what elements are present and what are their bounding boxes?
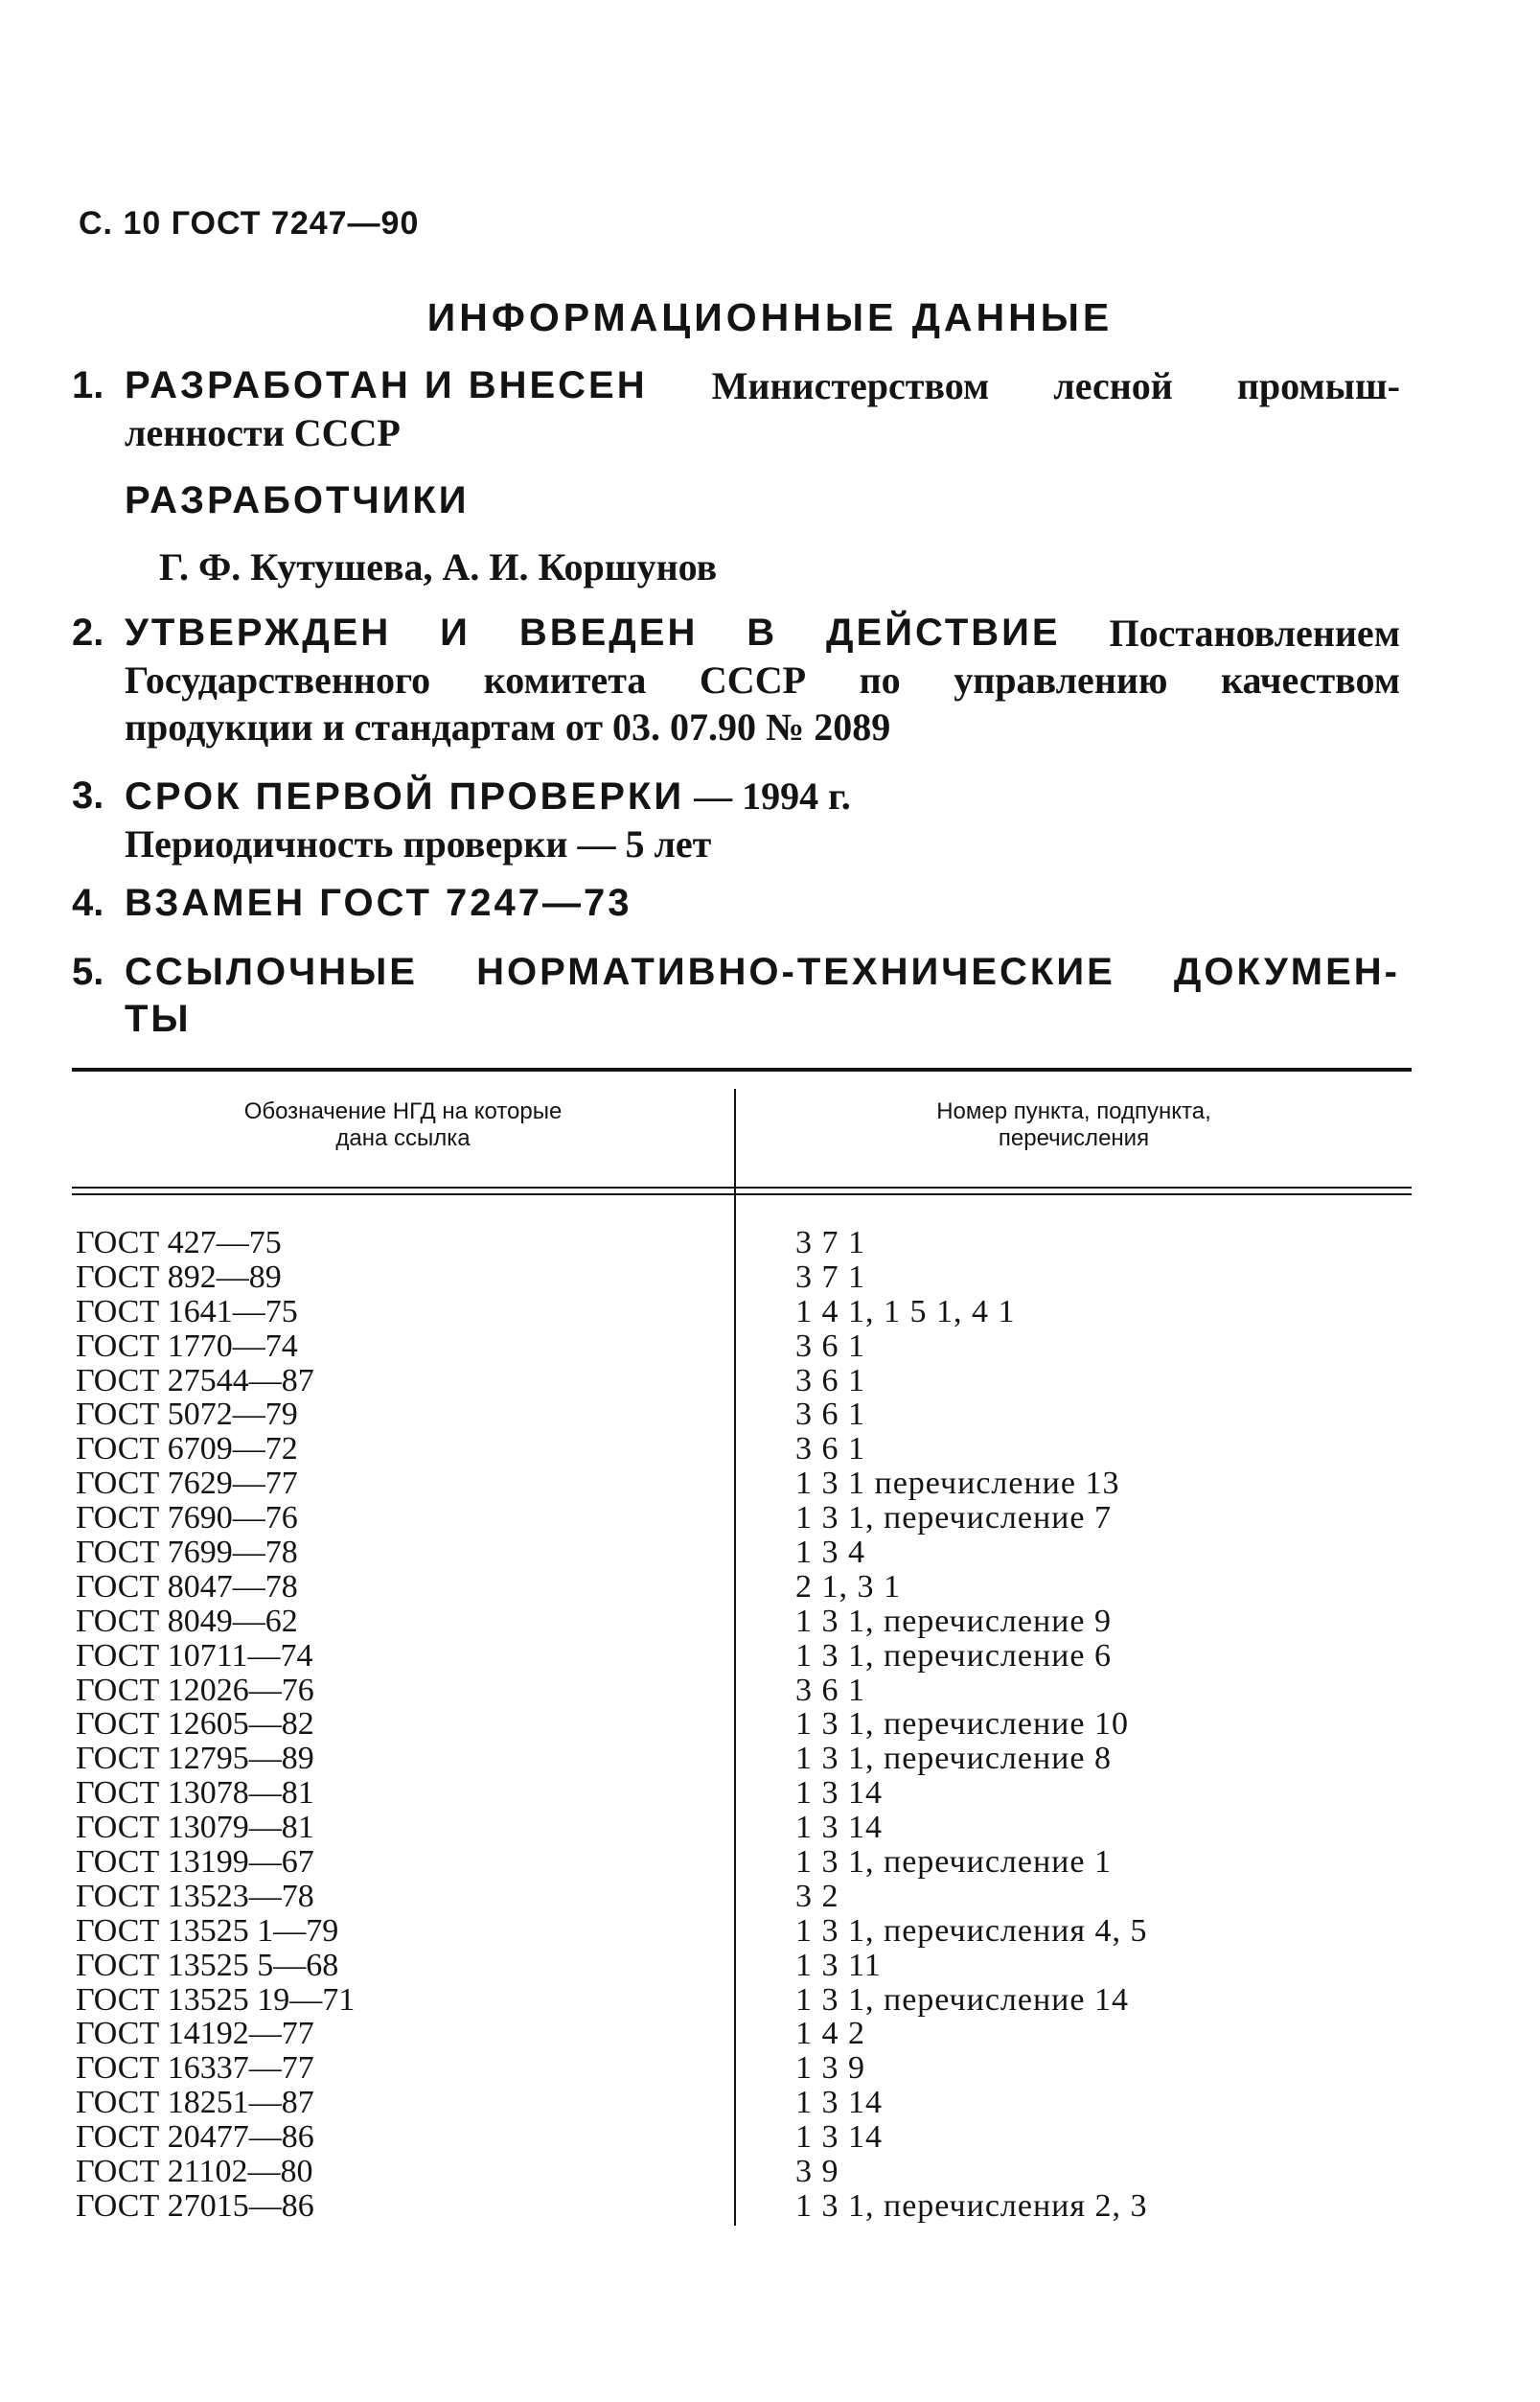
ngd-designation: ГОСТ 13525 1—79 [76, 1912, 339, 1949]
table-top-rule [72, 1068, 1412, 1072]
clause-number: 3 6 1 [795, 1672, 865, 1708]
item-2-word: управлению [954, 658, 1168, 702]
ngd-designation: ГОСТ 7629—77 [76, 1466, 298, 1502]
ngd-designation: ГОСТ 20477—86 [76, 2119, 314, 2156]
item-1 [72, 362, 1400, 456]
clause-number: 1 3 1 перечисление 13 [795, 1466, 1120, 1502]
item-5-caps-word: ССЫЛОЧНЫЕ [125, 951, 418, 993]
ngd-designation: ГОСТ 1770—74 [76, 1328, 298, 1364]
table-header-line: дана ссылка [335, 1125, 471, 1151]
item-2-line-2 [125, 657, 1400, 704]
clause-number: 1 3 1, перечисление 8 [795, 1741, 1112, 1777]
clause-number: 3 2 [795, 1878, 839, 1914]
table-header-line: Обозначение НГД на которые [243, 1098, 563, 1124]
item-3 [72, 773, 1400, 867]
table-row [72, 2086, 1412, 2120]
table-row [72, 1983, 1412, 2018]
item-2-line-1 [125, 610, 1400, 657]
table-row [72, 2155, 1412, 2189]
clause-number: 1 3 1, перечисление 14 [795, 1981, 1129, 2018]
ngd-designation: ГОСТ 892—89 [76, 1259, 282, 1295]
item-1-word: лесной [1053, 364, 1173, 407]
ngd-designation: ГОСТ 10711—74 [76, 1637, 313, 1674]
table-row [72, 1776, 1412, 1811]
clause-number: 1 3 14 [795, 2085, 883, 2121]
clause-number: 1 3 9 [795, 2050, 865, 2087]
ngd-designation: ГОСТ 13523—78 [76, 1878, 314, 1914]
clause-number: 1 3 14 [795, 1810, 883, 1846]
item-5-number: 5. [72, 951, 104, 993]
table-row [72, 1329, 1412, 1364]
ngd-designation: ГОСТ 13199—67 [76, 1844, 314, 1881]
table-row [72, 1707, 1412, 1742]
table-row [72, 1501, 1412, 1536]
table-row [72, 2017, 1412, 2051]
table-header-rule [72, 1193, 1412, 1195]
ngd-designation: ГОСТ 12795—89 [76, 1741, 314, 1777]
item-1-caps: РАЗРАБОТАН И ВНЕСЕН [125, 364, 648, 406]
clause-number: 1 3 4 [795, 1535, 865, 1571]
item-3-rest: — 1994 г. [684, 774, 851, 818]
item-4 [72, 880, 1400, 927]
clause-number: 2 1, 3 1 [795, 1568, 901, 1605]
developers-names: Г. Ф. Кутушева, А. И. Коршунов [159, 545, 718, 589]
item-2-line-3: продукции и стандартам от 03. 07.90 № 2089 [125, 705, 891, 749]
clause-number: 1 3 1, перечисления 4, 5 [795, 1912, 1148, 1949]
table-header-rule [72, 1187, 1412, 1189]
item-5-caps-word: ДОКУМЕН- [1173, 951, 1400, 993]
page-header: С. 10 ГОСТ 7247—90 [79, 205, 420, 242]
ngd-designation: ГОСТ 13525 5—68 [76, 1947, 339, 1983]
item-2-caps-word: В [747, 612, 778, 654]
item-4-caps: ВЗАМЕН ГОСТ 7247—73 [125, 882, 632, 924]
ngd-designation: ГОСТ 5072—79 [76, 1397, 298, 1433]
section-title: ИНФОРМАЦИОННЫЕ ДАННЫЕ [426, 295, 1114, 339]
table-row [72, 1295, 1412, 1329]
table-row [72, 1949, 1412, 1983]
ngd-designation: ГОСТ 21102—80 [76, 2154, 313, 2190]
item-2-caps-word: И [440, 612, 471, 654]
item-2-word: СССР [699, 658, 807, 702]
clause-number: 3 6 1 [795, 1431, 865, 1467]
item-5-line-1 [125, 949, 1400, 996]
ngd-designation: ГОСТ 27544—87 [76, 1362, 314, 1398]
item-3-number: 3. [72, 774, 104, 817]
table-row [72, 1845, 1412, 1880]
clause-number: 1 3 1, перечисления 2, 3 [795, 2187, 1148, 2224]
ngd-designation: ГОСТ 12026—76 [76, 1672, 314, 1708]
clause-number: 3 6 1 [795, 1397, 865, 1433]
item-1-number: 1. [72, 364, 104, 406]
item-2-caps-word: ВВЕДЕН [518, 612, 699, 654]
clause-number: 3 6 1 [795, 1328, 865, 1364]
item-2-word: Постановлением [1109, 612, 1400, 655]
table-row [72, 1432, 1412, 1467]
table-row [72, 1364, 1412, 1398]
ngd-designation: ГОСТ 6709—72 [76, 1431, 298, 1467]
table-row [72, 1914, 1412, 1949]
ngd-designation: ГОСТ 8047—78 [76, 1568, 298, 1605]
item-1-word: промыш- [1236, 364, 1400, 407]
ngd-designation: ГОСТ 1641—75 [76, 1293, 298, 1329]
table-row [72, 2051, 1412, 2086]
table-body [72, 1226, 1412, 2224]
item-2-caps-word: ДЕЙСТВИЕ [826, 612, 1061, 654]
clause-number: 1 3 14 [795, 1775, 883, 1812]
table-row [72, 1674, 1412, 1708]
table-row [72, 1811, 1412, 1845]
table-row [72, 1880, 1412, 1914]
item-5-line-2: ТЫ [125, 998, 192, 1040]
ngd-designation: ГОСТ 12605—82 [76, 1706, 314, 1743]
table-header-line: Номер пункта, подпункта, [936, 1098, 1211, 1124]
item-1-line-1 [125, 362, 1400, 409]
clause-number: 1 3 1, перечисление 9 [795, 1603, 1112, 1639]
item-1-line-2: ленности СССР [125, 411, 401, 454]
table-row [72, 1467, 1412, 1501]
table-row [72, 1226, 1412, 1260]
ngd-designation: ГОСТ 13079—81 [76, 1810, 314, 1846]
clause-number: 1 4 2 [795, 2016, 865, 2052]
item-2-number: 2. [72, 612, 104, 654]
table-row [72, 1536, 1412, 1570]
ngd-designation: ГОСТ 13078—81 [76, 1775, 314, 1812]
table-row [72, 1742, 1412, 1776]
table-header-line: перечисления [998, 1125, 1150, 1151]
clause-number: 1 3 11 [795, 1947, 882, 1983]
table-row [72, 1570, 1412, 1605]
ngd-designation: ГОСТ 16337—77 [76, 2050, 314, 2087]
item-3-caps: СРОК ПЕРВОЙ ПРОВЕРКИ [125, 775, 685, 818]
item-3-line-2: Периодичность проверки — 5 лет [125, 822, 712, 866]
ngd-designation: ГОСТ 18251—87 [76, 2085, 314, 2121]
clause-number: 3 6 1 [795, 1362, 865, 1398]
clause-number: 3 7 1 [795, 1225, 865, 1260]
clause-number: 3 9 [795, 2154, 839, 2190]
ngd-designation: ГОСТ 8049—62 [76, 1603, 298, 1639]
item-2-word: по [859, 658, 901, 702]
references-table [72, 1068, 1412, 2226]
item-2 [72, 610, 1400, 751]
ngd-designation: ГОСТ 27015—86 [76, 2187, 314, 2224]
item-2-caps-word: УТВЕРЖДЕН [125, 612, 392, 654]
clause-number: 1 3 1, перечисление 1 [795, 1844, 1112, 1881]
item-2-word: Государственного [125, 658, 431, 702]
item-5-caps-word: НОРМАТИВНО-ТЕХНИЧЕСКИЕ [476, 951, 1115, 993]
table-header-clause [736, 1098, 1412, 1152]
table-header-designation [72, 1098, 734, 1152]
developers-heading: РАЗРАБОТЧИКИ [125, 479, 470, 521]
ngd-designation: ГОСТ 7699—78 [76, 1535, 298, 1571]
table-row [72, 2189, 1412, 2224]
clause-number: 1 3 1, перечисление 6 [795, 1637, 1112, 1674]
table-row [72, 1397, 1412, 1432]
table-row [72, 1605, 1412, 1639]
table-row [72, 1639, 1412, 1674]
clause-number: 3 7 1 [795, 1259, 865, 1295]
clause-number: 1 3 1, перечисление 10 [795, 1706, 1129, 1743]
item-2-word: качеством [1221, 658, 1400, 702]
clause-number: 1 3 1, перечисление 7 [795, 1500, 1112, 1536]
ngd-designation: ГОСТ 13525 19—71 [76, 1981, 356, 2018]
ngd-designation: ГОСТ 427—75 [76, 1225, 282, 1260]
item-5 [72, 949, 1400, 1043]
clause-number: 1 4 1, 1 5 1, 4 1 [795, 1293, 1016, 1329]
item-2-word: комитета [483, 658, 647, 702]
ngd-designation: ГОСТ 7690—76 [76, 1500, 298, 1536]
item-4-number: 4. [72, 882, 104, 924]
table-row [72, 1260, 1412, 1295]
clause-number: 1 3 14 [795, 2119, 883, 2156]
ngd-designation: ГОСТ 14192—77 [76, 2016, 314, 2052]
table-row [72, 2120, 1412, 2155]
item-3-line-1 [125, 773, 1400, 820]
item-1-word: Министерством [711, 364, 990, 407]
